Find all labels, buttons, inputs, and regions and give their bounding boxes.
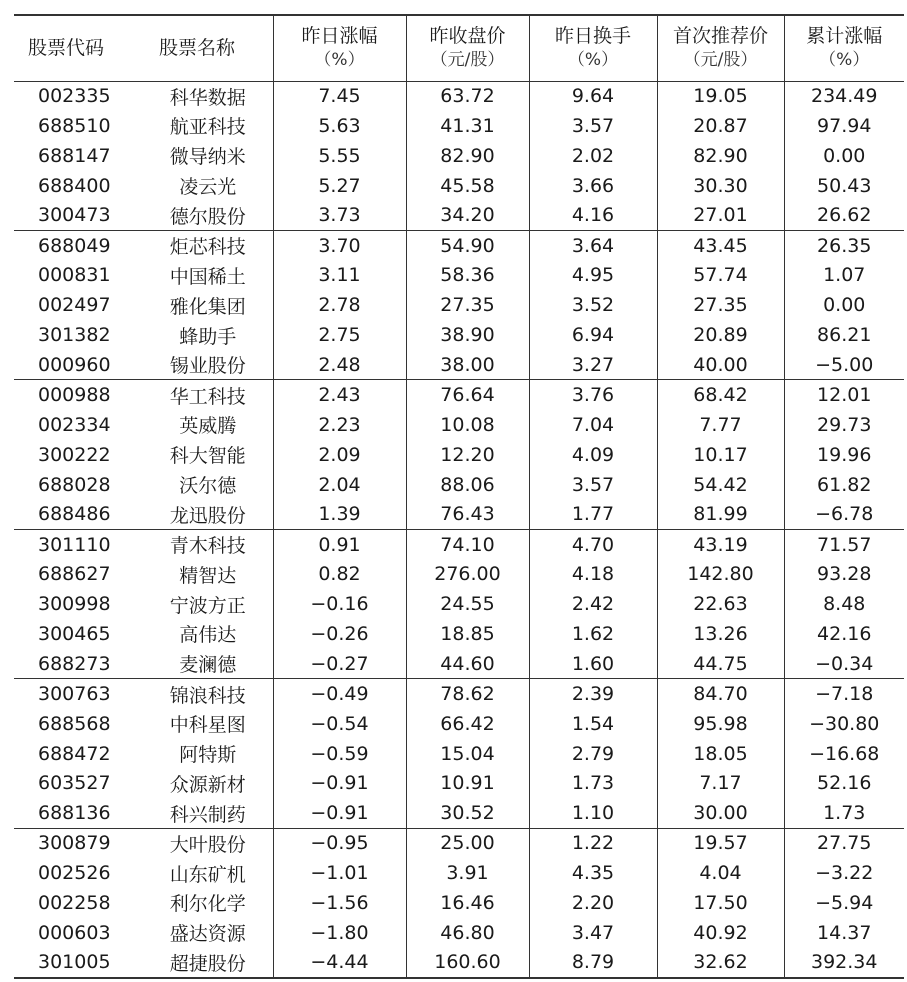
- cell-first-recommend-price: 10.17: [657, 440, 784, 470]
- cell-turnover: 6.94: [529, 320, 657, 350]
- header-cumulative-change: [784, 15, 904, 81]
- table-row: [14, 260, 904, 290]
- cell-stock-name: 华工科技: [143, 380, 273, 410]
- table-row: [14, 380, 904, 410]
- cell-stock-name: 锡业股份: [169, 355, 246, 378]
- header-turnover-unit: （%）: [567, 50, 619, 71]
- table-row: [14, 709, 904, 739]
- stock-recommendation-table: [14, 14, 904, 979]
- cell-stock-code: 300222: [38, 443, 111, 466]
- cell-stock-name: 微导纳米: [169, 146, 246, 169]
- cell-stock-name: 航亚科技: [169, 116, 246, 139]
- cell-stock-name: 英威腾: [179, 415, 237, 438]
- cell-turnover: 2.42: [529, 589, 657, 619]
- cell-prev-change: −1.56: [273, 888, 406, 918]
- cell-first-recommend-price: 95.98: [657, 709, 784, 739]
- table-row: [14, 739, 904, 769]
- cell-first-recommend-price: 7.77: [657, 410, 784, 440]
- table-row: [14, 619, 904, 649]
- table-row: [14, 230, 904, 260]
- cell-first-recommend-price: 30.30: [657, 171, 784, 201]
- cell-stock-name: 科大智能: [169, 445, 246, 468]
- cell-stock-name: 山东矿机: [169, 863, 246, 886]
- cell-stock-code: 002335: [38, 85, 111, 108]
- table-row: [14, 828, 904, 858]
- table-row: [14, 201, 904, 231]
- header-prev-close-unit: （元/股）: [430, 50, 505, 71]
- cell-stock-code: 301382: [38, 324, 111, 347]
- cell-cumulative-change: 71.57: [784, 529, 904, 559]
- cell-prev-change: −0.49: [273, 679, 406, 709]
- table-row: [14, 410, 904, 440]
- cell-prev-close: 10.91: [406, 768, 529, 798]
- cell-prev-close: 30.52: [406, 798, 529, 828]
- cell-stock-name: 超捷股份: [143, 948, 273, 978]
- cell-cumulative-change: 12.01: [784, 380, 904, 410]
- cell-turnover: 1.10: [529, 798, 657, 828]
- cell-prev-close: 82.90: [406, 141, 529, 171]
- cell-first-recommend-price: 19.57: [657, 828, 784, 858]
- table-row: [14, 320, 904, 350]
- cell-prev-change: 2.78: [273, 290, 406, 320]
- cell-cumulative-change: 26.62: [784, 201, 904, 231]
- cell-turnover: 4.16: [529, 201, 657, 231]
- cell-prev-close: 34.20: [406, 201, 529, 231]
- cell-first-recommend-price: 82.90: [657, 141, 784, 171]
- cell-first-recommend-price: 43.19: [657, 529, 784, 559]
- cell-stock-code: 301110: [14, 529, 143, 559]
- cell-prev-change: 2.75: [273, 320, 406, 350]
- cell-stock-code: 000960: [38, 353, 111, 376]
- cell-stock-name: 精智达: [179, 564, 237, 587]
- table-row: [14, 589, 904, 619]
- cell-turnover: 1.73: [529, 768, 657, 798]
- cell-prev-change: 3.11: [273, 260, 406, 290]
- header-turnover: [529, 15, 657, 81]
- cell-stock-code: 300465: [38, 622, 111, 645]
- header-cumulative-change-unit: （%）: [819, 50, 870, 71]
- cell-stock-name: 盛达资源: [169, 923, 246, 946]
- cell-prev-close: 276.00: [406, 559, 529, 589]
- cell-first-recommend-price: 32.62: [657, 948, 784, 978]
- table-row: [14, 440, 904, 470]
- cell-prev-change: 2.09: [273, 440, 406, 470]
- cell-turnover: 9.64: [529, 81, 657, 111]
- cell-prev-close: 46.80: [406, 918, 529, 948]
- cell-first-recommend-price: 40.00: [657, 350, 784, 380]
- cell-prev-change: −0.26: [273, 619, 406, 649]
- cell-cumulative-change: 27.75: [784, 828, 904, 858]
- cell-stock-code: 002258: [38, 891, 111, 914]
- cell-turnover: 7.04: [529, 410, 657, 440]
- cell-stock-code: 000603: [38, 921, 111, 944]
- cell-stock-code: 300763: [14, 679, 143, 709]
- cell-prev-close: 41.31: [406, 111, 529, 141]
- cell-prev-change: 2.43: [273, 380, 406, 410]
- cell-prev-close: 76.43: [406, 499, 529, 529]
- cell-turnover: 4.70: [529, 529, 657, 559]
- cell-prev-change: −1.01: [273, 858, 406, 888]
- cell-prev-change: 0.82: [273, 559, 406, 589]
- cell-turnover: 2.79: [529, 739, 657, 769]
- cell-prev-change: 7.45: [273, 81, 406, 111]
- cell-prev-change: 1.39: [273, 499, 406, 529]
- header-prev-close-title: 昨收盘价: [429, 25, 506, 48]
- cell-turnover: 4.95: [529, 260, 657, 290]
- header-first-recommend-price-title: 首次推荐价: [672, 25, 768, 48]
- cell-prev-close: 38.00: [406, 350, 529, 380]
- cell-prev-close: 54.90: [406, 230, 529, 260]
- table-header: [14, 15, 904, 81]
- cell-cumulative-change: 26.35: [784, 230, 904, 260]
- table-row: [14, 350, 904, 380]
- cell-prev-change: 3.73: [273, 201, 406, 231]
- cell-prev-change: −0.27: [273, 649, 406, 679]
- cell-turnover: 2.39: [529, 679, 657, 709]
- cell-turnover: 3.47: [529, 918, 657, 948]
- cell-turnover: 3.27: [529, 350, 657, 380]
- cell-first-recommend-price: 20.87: [657, 111, 784, 141]
- cell-turnover: 2.20: [529, 888, 657, 918]
- cell-turnover: 3.57: [529, 470, 657, 500]
- table-row: [14, 529, 904, 559]
- cell-stock-code: 688486: [38, 503, 111, 526]
- cell-turnover: 1.77: [529, 499, 657, 529]
- table-row: [14, 81, 904, 111]
- cell-first-recommend-price: 20.89: [657, 320, 784, 350]
- cell-cumulative-change: 29.73: [784, 410, 904, 440]
- cell-turnover: 1.62: [529, 619, 657, 649]
- cell-turnover: 2.02: [529, 141, 657, 171]
- cell-stock-code: 688400: [38, 174, 111, 197]
- cell-stock-code: 688136: [38, 802, 111, 825]
- cell-stock-name: 高伟达: [179, 624, 237, 647]
- cell-prev-close: 10.08: [406, 410, 529, 440]
- table-row: [14, 559, 904, 589]
- cell-prev-close: 27.35: [406, 290, 529, 320]
- cell-stock-name: 凌云光: [179, 176, 237, 199]
- cell-stock-name: 科华数据: [169, 86, 246, 109]
- header-cumulative-change-title: 累计涨幅: [806, 25, 883, 48]
- cell-cumulative-change: −30.80: [784, 709, 904, 739]
- cell-stock-code: 688049: [14, 230, 143, 260]
- cell-cumulative-change: 14.37: [784, 918, 904, 948]
- cell-stock-code: 688028: [38, 473, 111, 496]
- cell-stock-name: 麦澜德: [179, 654, 237, 677]
- cell-first-recommend-price: 13.26: [657, 619, 784, 649]
- cell-prev-close: 74.10: [406, 529, 529, 559]
- cell-cumulative-change: 0.00: [784, 290, 904, 320]
- table-row: [14, 918, 904, 948]
- cell-stock-name: 科兴制药: [169, 803, 246, 826]
- header-first-recommend-price-unit: （元/股）: [683, 50, 758, 71]
- cell-stock-name: 雅化集团: [169, 295, 246, 318]
- cell-stock-code: 000988: [14, 380, 143, 410]
- table-row: [14, 858, 904, 888]
- cell-stock-code: 301005: [14, 948, 143, 978]
- table-row: [14, 888, 904, 918]
- cell-first-recommend-price: 81.99: [657, 499, 784, 529]
- cell-stock-code: 688627: [38, 563, 111, 586]
- cell-first-recommend-price: 40.92: [657, 918, 784, 948]
- cell-cumulative-change: 42.16: [784, 619, 904, 649]
- table-row: [14, 798, 904, 828]
- header-stock-code: 股票代码: [14, 15, 143, 81]
- cell-first-recommend-price: 27.01: [657, 201, 784, 231]
- cell-prev-change: −0.59: [273, 739, 406, 769]
- cell-prev-change: 5.63: [273, 111, 406, 141]
- cell-prev-close: 78.62: [406, 679, 529, 709]
- cell-first-recommend-price: 22.63: [657, 589, 784, 619]
- cell-prev-change: 3.70: [273, 230, 406, 260]
- cell-stock-name: 锦浪科技: [143, 679, 273, 709]
- table-row: [14, 679, 904, 709]
- cell-stock-code: 002334: [38, 413, 111, 436]
- cell-first-recommend-price: 27.35: [657, 290, 784, 320]
- cell-first-recommend-price: 17.50: [657, 888, 784, 918]
- cell-prev-change: −0.54: [273, 709, 406, 739]
- cell-turnover: 1.60: [529, 649, 657, 679]
- cell-prev-close: 15.04: [406, 739, 529, 769]
- cell-stock-code: 300879: [14, 828, 143, 858]
- cell-stock-code: 688568: [38, 712, 111, 735]
- cell-prev-close: 76.64: [406, 380, 529, 410]
- cell-prev-close: 3.91: [406, 858, 529, 888]
- cell-first-recommend-price: 19.05: [657, 81, 784, 111]
- cell-first-recommend-price: 54.42: [657, 470, 784, 500]
- cell-prev-close: 24.55: [406, 589, 529, 619]
- cell-turnover: 3.76: [529, 380, 657, 410]
- table-row: [14, 649, 904, 679]
- header-prev-change-unit: （%）: [314, 50, 365, 71]
- cell-cumulative-change: −0.34: [784, 649, 904, 679]
- cell-stock-name: 中科星图: [169, 714, 246, 737]
- cell-stock-name: 龙迅股份: [169, 504, 246, 527]
- cell-prev-change: 0.91: [273, 529, 406, 559]
- cell-stock-name: 青木科技: [143, 529, 273, 559]
- table-row: [14, 290, 904, 320]
- cell-stock-name: 利尔化学: [169, 893, 246, 916]
- cell-prev-change: 2.04: [273, 470, 406, 500]
- cell-turnover: 4.09: [529, 440, 657, 470]
- cell-prev-close: 38.90: [406, 320, 529, 350]
- cell-turnover: 1.22: [529, 828, 657, 858]
- cell-stock-code: 002526: [38, 862, 111, 885]
- cell-stock-code: 688147: [38, 144, 111, 167]
- cell-cumulative-change: 86.21: [784, 320, 904, 350]
- header-row: [14, 15, 904, 81]
- cell-cumulative-change: 1.07: [784, 260, 904, 290]
- cell-prev-change: −0.95: [273, 828, 406, 858]
- cell-prev-close: 25.00: [406, 828, 529, 858]
- cell-turnover: 4.35: [529, 858, 657, 888]
- cell-cumulative-change: 0.00: [784, 141, 904, 171]
- cell-first-recommend-price: 84.70: [657, 679, 784, 709]
- cell-first-recommend-price: 7.17: [657, 768, 784, 798]
- cell-stock-name: 阿特斯: [179, 744, 237, 767]
- header-first-recommend-price: [657, 15, 784, 81]
- cell-cumulative-change: 234.49: [784, 81, 904, 111]
- cell-cumulative-change: 52.16: [784, 768, 904, 798]
- cell-stock-code: 300473: [38, 204, 111, 227]
- table-body: [14, 81, 904, 978]
- cell-stock-name: 众源新材: [169, 773, 246, 796]
- cell-cumulative-change: 97.94: [784, 111, 904, 141]
- cell-first-recommend-price: 4.04: [657, 858, 784, 888]
- cell-prev-close: 58.36: [406, 260, 529, 290]
- cell-first-recommend-price: 18.05: [657, 739, 784, 769]
- cell-cumulative-change: −3.22: [784, 858, 904, 888]
- cell-prev-close: 160.60: [406, 948, 529, 978]
- cell-cumulative-change: 61.82: [784, 470, 904, 500]
- cell-cumulative-change: −7.18: [784, 679, 904, 709]
- cell-cumulative-change: −5.94: [784, 888, 904, 918]
- cell-prev-close: 16.46: [406, 888, 529, 918]
- cell-prev-change: 2.23: [273, 410, 406, 440]
- cell-stock-name: 中国稀土: [169, 265, 246, 288]
- cell-prev-close: 18.85: [406, 619, 529, 649]
- cell-turnover: 3.57: [529, 111, 657, 141]
- header-prev-change: [273, 15, 406, 81]
- stock-table-container: [14, 14, 904, 979]
- cell-stock-name: 沃尔德: [179, 475, 237, 498]
- cell-cumulative-change: −16.68: [784, 739, 904, 769]
- cell-prev-change: −0.91: [273, 798, 406, 828]
- cell-prev-close: 66.42: [406, 709, 529, 739]
- cell-stock-code: 688472: [38, 742, 111, 765]
- cell-stock-code: 688510: [38, 114, 111, 137]
- cell-prev-change: −0.16: [273, 589, 406, 619]
- table-row: [14, 111, 904, 141]
- cell-prev-close: 12.20: [406, 440, 529, 470]
- table-row: [14, 171, 904, 201]
- cell-prev-change: −4.44: [273, 948, 406, 978]
- cell-prev-change: 5.27: [273, 171, 406, 201]
- header-turnover-title: 昨日换手: [554, 25, 631, 48]
- cell-turnover: 1.54: [529, 709, 657, 739]
- cell-stock-name: 炬芯科技: [143, 230, 273, 260]
- header-prev-close: [406, 15, 529, 81]
- cell-stock-code: 002497: [38, 294, 111, 317]
- cell-prev-change: 5.55: [273, 141, 406, 171]
- cell-first-recommend-price: 142.80: [657, 559, 784, 589]
- cell-prev-change: 2.48: [273, 350, 406, 380]
- cell-stock-code: 603527: [38, 772, 111, 795]
- cell-stock-name: 德尔股份: [169, 205, 246, 228]
- table-row: [14, 768, 904, 798]
- cell-turnover: 3.66: [529, 171, 657, 201]
- cell-cumulative-change: −5.00: [784, 350, 904, 380]
- cell-first-recommend-price: 57.74: [657, 260, 784, 290]
- cell-first-recommend-price: 30.00: [657, 798, 784, 828]
- cell-prev-close: 63.72: [406, 81, 529, 111]
- cell-turnover: 3.52: [529, 290, 657, 320]
- cell-prev-close: 44.60: [406, 649, 529, 679]
- cell-turnover: 8.79: [529, 948, 657, 978]
- cell-cumulative-change: 19.96: [784, 440, 904, 470]
- table-row: [14, 141, 904, 171]
- header-stock-name: 股票名称: [143, 15, 273, 81]
- cell-turnover: 3.64: [529, 230, 657, 260]
- cell-stock-code: 000831: [38, 264, 111, 287]
- cell-cumulative-change: 1.73: [784, 798, 904, 828]
- cell-first-recommend-price: 43.45: [657, 230, 784, 260]
- cell-stock-code: 300998: [38, 593, 111, 616]
- header-prev-change-title: 昨日涨幅: [301, 25, 378, 48]
- cell-prev-change: −1.80: [273, 918, 406, 948]
- cell-turnover: 4.18: [529, 559, 657, 589]
- cell-prev-close: 45.58: [406, 171, 529, 201]
- cell-first-recommend-price: 44.75: [657, 649, 784, 679]
- cell-cumulative-change: 93.28: [784, 559, 904, 589]
- cell-stock-name: 蜂助手: [179, 325, 237, 348]
- cell-cumulative-change: 392.34: [784, 948, 904, 978]
- cell-stock-name: 宁波方正: [169, 594, 246, 617]
- cell-first-recommend-price: 68.42: [657, 380, 784, 410]
- cell-cumulative-change: 8.48: [784, 589, 904, 619]
- cell-stock-name: 大叶股份: [143, 828, 273, 858]
- table-row: [14, 470, 904, 500]
- cell-prev-close: 88.06: [406, 470, 529, 500]
- table-row: [14, 948, 904, 978]
- cell-cumulative-change: −6.78: [784, 499, 904, 529]
- table-row: [14, 499, 904, 529]
- cell-cumulative-change: 50.43: [784, 171, 904, 201]
- cell-prev-change: −0.91: [273, 768, 406, 798]
- cell-stock-code: 688273: [38, 652, 111, 675]
